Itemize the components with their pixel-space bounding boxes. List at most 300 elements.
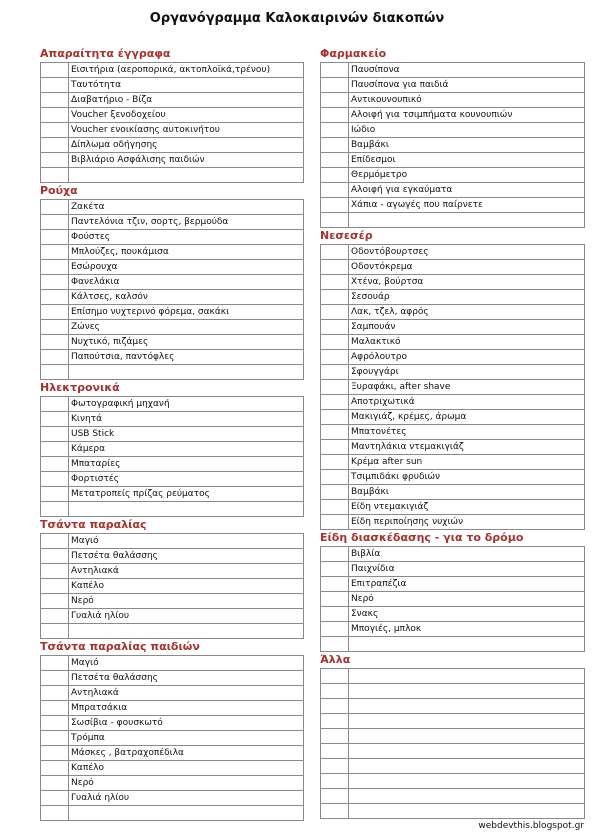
item-label: Αντηλιακά [69,564,304,579]
checklist-row [321,729,585,744]
section-title: Ηλεκτρονικά [40,381,120,394]
item-label: Αλοιφή για τσιμπήματα κουνουπιών [349,108,585,123]
checklist-row [41,320,304,335]
checkbox-cell[interactable] [41,534,69,549]
checkbox-cell[interactable] [321,744,349,759]
checklist-section [40,46,304,183]
checkbox-cell[interactable] [41,397,69,412]
item-label: Παιχνίδια [349,562,585,577]
item-label: Ζακέτα [69,200,304,215]
checklist-row [321,637,585,652]
item-label: Σεσουάρ [349,290,585,305]
checklist-table [320,244,585,530]
checkbox-cell[interactable] [41,791,69,806]
checklist-row [321,699,585,714]
checkbox-cell[interactable] [321,440,349,455]
item-label: Γυαλιά ηλίου [69,609,304,624]
checklist-row [41,427,304,442]
checkbox-cell[interactable] [321,759,349,774]
item-label [349,744,585,759]
item-label: Νερό [69,776,304,791]
checkbox-cell[interactable] [41,671,69,686]
checkbox-cell[interactable] [321,699,349,714]
item-label [349,774,585,789]
checklist-row [321,470,585,485]
checklist-table [40,396,304,517]
checklist-row [321,320,585,335]
checklist-row [41,108,304,123]
checklist-row [321,547,585,562]
checkbox-cell[interactable] [321,607,349,622]
checklist-row [321,365,585,380]
checkbox-cell[interactable] [321,455,349,470]
item-label: Μαλακτικό [349,335,585,350]
checklist-table [40,655,304,821]
checkbox-cell[interactable] [41,624,69,639]
checklist-section [40,380,304,517]
section-title: Άλλα [320,653,351,666]
item-label: Παυσίπονα για παιδιά [349,78,585,93]
checkbox-cell[interactable] [321,138,349,153]
checklist-row [41,215,304,230]
item-label: Αλοιφή για εγκαύματα [349,183,585,198]
item-label: Τσιμπιδάκι φρυδιών [349,470,585,485]
checklist-row [41,93,304,108]
item-label: Διαβατήριο - Βίζα [69,93,304,108]
checkbox-cell[interactable] [321,789,349,804]
page-title: Οργανόγραμμα Καλοκαιρινών διακοπών [149,11,445,26]
checkbox-cell[interactable] [41,108,69,123]
checkbox-cell[interactable] [321,395,349,410]
item-label: Σαμπουάν [349,320,585,335]
checklist-row [41,746,304,761]
checkbox-cell[interactable] [321,305,349,320]
item-label: Επιτραπέζια [349,577,585,592]
checkbox-cell[interactable] [321,213,349,228]
checklist-row [321,123,585,138]
item-label: Αντικουνουπικό [349,93,585,108]
item-label [69,365,304,380]
checklist-row [41,806,304,821]
item-label: Μαγιό [69,656,304,671]
checkbox-cell[interactable] [41,275,69,290]
item-label: Μπογιές, μπλοκ [349,622,585,637]
checkbox-cell[interactable] [321,804,349,819]
item-label: Λακ, τζελ, αφρός [349,305,585,320]
checklist-row [41,138,304,153]
checklist-row [41,230,304,245]
item-label [349,729,585,744]
item-label: Γυαλιά ηλίου [69,791,304,806]
item-label: Κάμερα [69,442,304,457]
checklist-row [41,776,304,791]
checkbox-cell[interactable] [321,320,349,335]
item-label: Μαντηλάκια ντεμακιγιάζ [349,440,585,455]
checkbox-cell[interactable] [41,138,69,153]
checkbox-cell[interactable] [41,365,69,380]
left-column [40,46,304,821]
checkbox-cell[interactable] [321,275,349,290]
checklist-row [321,290,585,305]
checkbox-cell[interactable] [41,320,69,335]
item-label [69,624,304,639]
section-title: Απαραίτητα έγγραφα [40,47,171,60]
item-label: Πετσέτα θαλάσσης [69,549,304,564]
item-label: Μπαταρίες [69,457,304,472]
checklist-table [320,62,585,228]
checklist-row [41,78,304,93]
checkbox-cell[interactable] [41,442,69,457]
item-label: Μακιγιάζ, κρέμες, άρωμα [349,410,585,425]
item-label: Voucher ενοικίασης αυτοκινήτου [69,123,304,138]
checkbox-cell[interactable] [41,78,69,93]
checkbox-cell[interactable] [321,350,349,365]
checkbox-cell[interactable] [321,93,349,108]
item-label [349,637,585,652]
item-label: Βιβλιάριο Ασφάλισης παιδιών [69,153,304,168]
item-label: Χάπια - αγωγές που παίρνετε [349,198,585,213]
checkbox-cell[interactable] [321,562,349,577]
checkbox-cell[interactable] [321,198,349,213]
checkbox-cell[interactable] [41,549,69,564]
checkbox-cell[interactable] [321,168,349,183]
checklist-row [41,472,304,487]
checkbox-cell[interactable] [41,502,69,517]
checklist-row [41,63,304,78]
item-label: Θερμόμετρο [349,168,585,183]
item-label: Καπέλο [69,579,304,594]
checkbox-cell[interactable] [321,335,349,350]
item-label: Παπούτσια, παντόφλες [69,350,304,365]
checkbox-cell[interactable] [41,427,69,442]
checkbox-cell[interactable] [41,215,69,230]
item-label [349,804,585,819]
checklist-row [321,350,585,365]
checkbox-cell[interactable] [321,774,349,789]
checkbox-cell[interactable] [321,153,349,168]
item-label: Οδοντόκρεμα [349,260,585,275]
checkbox-cell[interactable] [41,412,69,427]
checklist-row [321,275,585,290]
section-title: Ρούχα [40,184,78,197]
item-label: Ιώδιο [349,123,585,138]
item-label [349,699,585,714]
checklist-section [40,517,304,639]
right-column [320,46,585,819]
checkbox-cell[interactable] [321,547,349,562]
checkbox-cell[interactable] [41,564,69,579]
section-title: Τσάντα παραλίας παιδιών [40,640,200,653]
checklist-row [321,622,585,637]
checklist-row [321,515,585,530]
item-label: Μαγιό [69,534,304,549]
checklist-row [41,397,304,412]
checklist-row [321,577,585,592]
item-label: Μετατροπείς πρίζας ρεύματος [69,487,304,502]
checklist-table [40,62,304,183]
checkbox-cell[interactable] [41,290,69,305]
checkbox-cell[interactable] [321,410,349,425]
item-label: Παντελόνια τζιν, σορτς, βερμούδα [69,215,304,230]
checklist-row [41,365,304,380]
section-title: Είδη διασκέδασης - για το δρόμο [320,531,524,544]
checklist-row [41,564,304,579]
checkbox-cell[interactable] [321,515,349,530]
item-label: Φούστες [69,230,304,245]
checklist-row [41,275,304,290]
checklist-row [41,305,304,320]
item-label: Σφουγγάρι [349,365,585,380]
checklist-row [41,350,304,365]
checklist-row [41,457,304,472]
checklist-row [321,744,585,759]
checkbox-cell[interactable] [41,472,69,487]
checklist-row [41,701,304,716]
checkbox-cell[interactable] [321,637,349,652]
checklist-row [41,716,304,731]
checklist-row [41,123,304,138]
item-label: Δίπλωμα οδήγησης [69,138,304,153]
section-title: Τσάντα παραλίας [40,518,147,531]
checklist-row [321,485,585,500]
checkbox-cell[interactable] [321,470,349,485]
checkbox-cell[interactable] [321,245,349,260]
checklist-row [321,455,585,470]
checklist-row [321,607,585,622]
checklist-section [320,46,585,228]
checklist-row [321,63,585,78]
checklist-row [321,260,585,275]
checklist-row [321,440,585,455]
checkbox-cell[interactable] [41,776,69,791]
item-label: Επίσημο νυχτερινό φόρεμα, σακάκι [69,305,304,320]
checklist-row [321,168,585,183]
checkbox-cell[interactable] [41,93,69,108]
checklist-row [41,487,304,502]
item-label: Οδοντόβουρτσες [349,245,585,260]
checklist-section [320,530,585,652]
checkbox-cell[interactable] [41,731,69,746]
checklist-row [41,656,304,671]
checkbox-cell[interactable] [41,168,69,183]
item-label: Κάλτσες, καλσόν [69,290,304,305]
section-title: Φαρμακείο [320,47,387,60]
checklist-row [41,200,304,215]
item-label: USB Stick [69,427,304,442]
checklist-row [321,93,585,108]
checklist-row [321,213,585,228]
checklist-row [321,759,585,774]
item-label: Είδη ντεμακιγιάζ [349,500,585,515]
item-label: Τρόμπα [69,731,304,746]
checkbox-cell[interactable] [41,260,69,275]
checklist-row [41,731,304,746]
checklist-section [40,183,304,380]
checkbox-cell[interactable] [321,260,349,275]
checklist-row [321,669,585,684]
checklist-row [321,138,585,153]
checklist-row [41,442,304,457]
checkbox-cell[interactable] [321,577,349,592]
checkbox-cell[interactable] [321,714,349,729]
checklist-row [41,761,304,776]
item-label: Μπλούζες, πουκάμισα [69,245,304,260]
checkbox-cell[interactable] [41,716,69,731]
checkbox-cell[interactable] [321,63,349,78]
checkbox-cell[interactable] [321,78,349,93]
item-label [349,684,585,699]
checklist-table [320,546,585,652]
checkbox-cell[interactable] [41,746,69,761]
item-label: Επίδεσμοι [349,153,585,168]
item-label: Ξυραφάκι, after shave [349,380,585,395]
checkbox-cell[interactable] [321,183,349,198]
checkbox-cell[interactable] [41,609,69,624]
checkbox-cell[interactable] [41,487,69,502]
checkbox-cell[interactable] [321,380,349,395]
checkbox-cell[interactable] [41,305,69,320]
footer-url: webdevthis.blogspot.gr [478,821,584,831]
item-label: Βαμβάκι [349,485,585,500]
item-label: Εσώρουχα [69,260,304,275]
checklist-row [321,684,585,699]
item-label: Νερό [69,594,304,609]
item-label: Αφρόλουτρο [349,350,585,365]
item-label: Φωτογραφική μηχανή [69,397,304,412]
checklist-row [321,305,585,320]
checkbox-cell[interactable] [41,579,69,594]
checkbox-cell[interactable] [41,200,69,215]
item-label [69,502,304,517]
checkbox-cell[interactable] [321,425,349,440]
item-label: Αντηλιακά [69,686,304,701]
checklist-row [321,245,585,260]
checklist-row [41,609,304,624]
checkbox-cell[interactable] [41,123,69,138]
checkbox-cell[interactable] [321,123,349,138]
checkbox-cell[interactable] [41,701,69,716]
checkbox-cell[interactable] [41,230,69,245]
item-label: Voucher ξενοδοχείου [69,108,304,123]
checklist-row [41,594,304,609]
item-label: Αποτριχωτικά [349,395,585,410]
checkbox-cell[interactable] [41,245,69,260]
checkbox-cell[interactable] [321,365,349,380]
checklist-row [321,380,585,395]
checklist-row [321,500,585,515]
checklist-row [321,410,585,425]
checkbox-cell[interactable] [321,485,349,500]
item-label: Νερό [349,592,585,607]
checkbox-cell[interactable] [321,108,349,123]
checklist-row [321,153,585,168]
checklist-row [321,789,585,804]
item-label: Φορτιστές [69,472,304,487]
checklist-table [40,199,304,380]
checkbox-cell[interactable] [41,656,69,671]
item-label: Ταυτότητα [69,78,304,93]
checklist-row [41,153,304,168]
checkbox-cell[interactable] [321,669,349,684]
checklist-row [41,579,304,594]
item-label: Είδη περιποίησης νυχιών [349,515,585,530]
checkbox-cell[interactable] [41,153,69,168]
checkbox-cell[interactable] [321,729,349,744]
item-label: Εισιτήρια (αεροπορικά, ακτοπλοϊκά,τρένου) [69,63,304,78]
item-label: Φανελάκια [69,275,304,290]
checklist-table [40,533,304,639]
item-label: Ζώνες [69,320,304,335]
item-label: Παυσίπονα [349,63,585,78]
checklist-row [41,335,304,350]
item-label: Σωσίβια - φουσκωτό [69,716,304,731]
checklist-row [321,183,585,198]
checklist-row [321,804,585,819]
checkbox-cell[interactable] [41,806,69,821]
checklist-row [321,395,585,410]
checklist-row [41,671,304,686]
item-label [69,806,304,821]
checkbox-cell[interactable] [321,500,349,515]
item-label [349,714,585,729]
checklist-row [321,774,585,789]
checkbox-cell[interactable] [41,686,69,701]
checkbox-cell[interactable] [41,594,69,609]
item-label: Σνακς [349,607,585,622]
item-label: Χτένα, βούρτσα [349,275,585,290]
checklist-row [41,260,304,275]
checklist-row [321,335,585,350]
item-label [349,789,585,804]
checklist-section [320,228,585,530]
item-label: Πετσέτα θαλάσσης [69,671,304,686]
item-label: Βιβλία [349,547,585,562]
item-label [349,213,585,228]
checklist-row [41,290,304,305]
checklist-row [41,168,304,183]
checklist-section [40,639,304,821]
checkbox-cell[interactable] [321,592,349,607]
checklist-row [321,562,585,577]
checkbox-cell[interactable] [41,63,69,78]
item-label [349,669,585,684]
item-label: Νυχτικό, πιζάμες [69,335,304,350]
checkbox-cell[interactable] [41,457,69,472]
section-title: Νεσεσέρ [320,229,373,242]
checkbox-cell[interactable] [41,761,69,776]
checkbox-cell[interactable] [321,684,349,699]
checkbox-cell[interactable] [41,350,69,365]
checklist-row [41,549,304,564]
checklist-row [41,686,304,701]
item-label: Καπέλο [69,761,304,776]
checkbox-cell[interactable] [41,335,69,350]
item-label: Κινητά [69,412,304,427]
checklist-row [41,245,304,260]
item-label: Βαμβάκι [349,138,585,153]
item-label: Κρέμα after sun [349,455,585,470]
checklist-row [321,592,585,607]
checklist-row [321,198,585,213]
item-label: Μπρατσάκια [69,701,304,716]
checklist-row [321,714,585,729]
checklist-row [321,108,585,123]
item-label [349,759,585,774]
checkbox-cell[interactable] [321,622,349,637]
checkbox-cell[interactable] [321,290,349,305]
checklist-row [41,791,304,806]
item-label: Μπατονέτες [349,425,585,440]
